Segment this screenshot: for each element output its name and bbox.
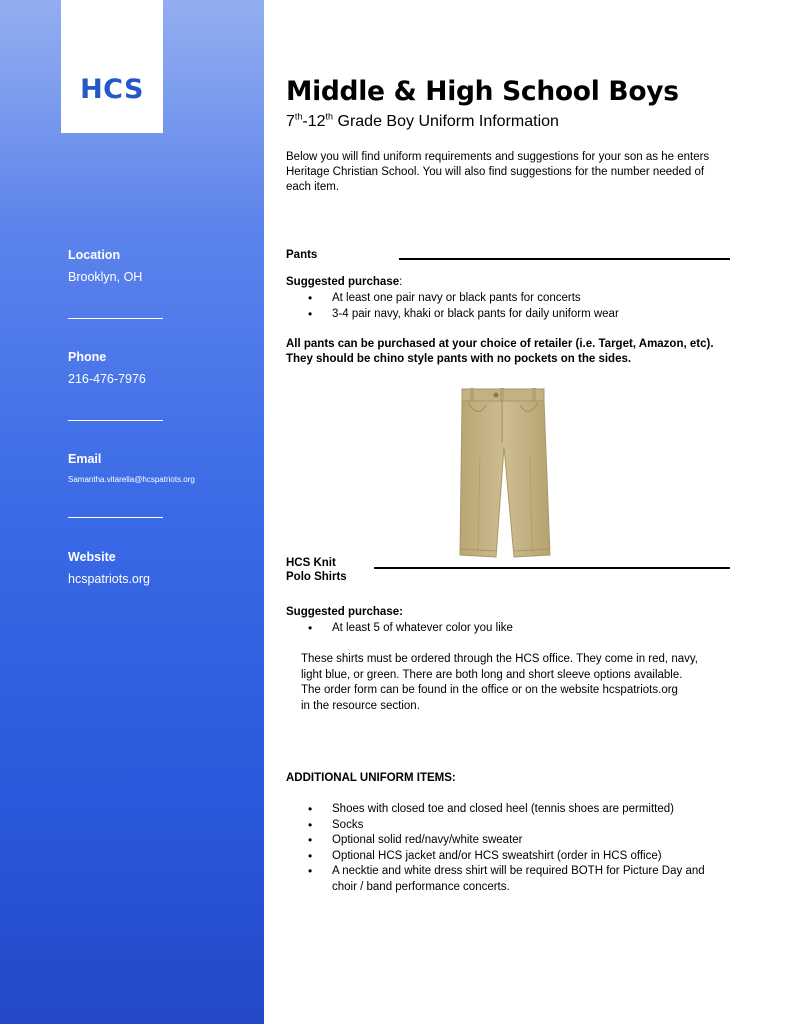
email-value[interactable]: Samantha.vitarella@hcspatriots.org	[68, 475, 195, 484]
email-label: Email	[68, 452, 102, 466]
logo-box	[61, 0, 163, 133]
polo-suggested-label: Suggested purchase:	[286, 606, 403, 618]
list-item: • Shoes with closed toe and closed heel (tennis shoes are permitted)	[308, 802, 728, 818]
grade-start-suffix: th	[294, 111, 303, 122]
khaki-pants-icon	[456, 385, 552, 561]
pants-heading-rule	[399, 258, 730, 260]
divider	[68, 318, 163, 319]
grade-end-suffix: th	[325, 111, 334, 122]
list-item: • A necktie and white dress shirt will be required BOTH for Picture Day and choir / band performance concerts.	[308, 864, 728, 895]
phone-value: 216-476-7976	[68, 372, 146, 386]
grade-dash: -	[302, 113, 308, 130]
location-label: Location	[68, 248, 121, 262]
list-item: • Optional HCS jacket and/or HCS sweatshirt (order in HCS office)	[308, 849, 728, 865]
polo-note-line: The order form can be found in the office or on the website hcspatriots.org	[301, 684, 678, 696]
pants-note: All pants can be purchased at your choice of retailer (i.e. Target, Amazon, etc). They should be chino style pants with no pockets on the sides.	[286, 338, 714, 365]
phone-label: Phone	[68, 350, 107, 364]
polo-note-line: These shirts must be ordered through the HCS office. They come in red, navy,	[301, 653, 698, 665]
list-item: • Socks	[308, 818, 728, 834]
list-item: • At least one pair navy or black pants for concerts	[308, 291, 619, 307]
website-label: Website	[68, 550, 116, 564]
list-item: • 3-4 pair navy, khaki or black pants for daily uniform wear	[308, 307, 619, 323]
pants-list	[308, 291, 619, 322]
polo-heading-line1: HCS Knit	[286, 557, 336, 569]
polo-note-line: light blue, or green. There are both long and short sleeve options available.	[301, 668, 683, 681]
pants-heading: Pants	[286, 249, 318, 261]
pants-suggested-text: Suggested purchase	[286, 276, 400, 288]
additional-heading: ADDITIONAL UNIFORM ITEMS:	[286, 772, 456, 784]
intro-paragraph: Below you will find uniform requirements and suggestions for your son as he enters Heritage Christian School. You will also find suggestions for the number needed of each item.	[286, 151, 710, 193]
polo-heading-rule	[374, 567, 730, 569]
khaki-pants-image	[456, 385, 552, 561]
grade-start: 7	[286, 113, 295, 130]
pants-suggested-colon: :	[399, 276, 403, 288]
polo-heading	[286, 556, 347, 584]
divider	[68, 420, 163, 421]
subtitle-text: Grade Boy Uniform Information	[333, 113, 559, 130]
polo-note-line: in the resource section.	[301, 699, 420, 712]
sidebar	[0, 0, 264, 1024]
website-value[interactable]: hcspatriots.org	[68, 572, 150, 586]
pants-suggested-label	[286, 275, 402, 289]
location-value: Brooklyn, OH	[68, 270, 143, 284]
polo-list	[308, 621, 513, 637]
page-subtitle	[286, 113, 559, 131]
divider	[68, 517, 163, 518]
page-title: Middle & High School Boys	[286, 76, 679, 107]
polo-note	[301, 652, 731, 714]
list-item: • Optional solid red/navy/white sweater	[308, 833, 728, 849]
polo-heading-line2: Polo Shirts	[286, 571, 347, 583]
list-item: • At least 5 of whatever color you like	[308, 621, 513, 637]
logo-text: HCS	[80, 74, 144, 105]
grade-end: 12	[307, 113, 326, 130]
additional-list	[308, 802, 728, 895]
